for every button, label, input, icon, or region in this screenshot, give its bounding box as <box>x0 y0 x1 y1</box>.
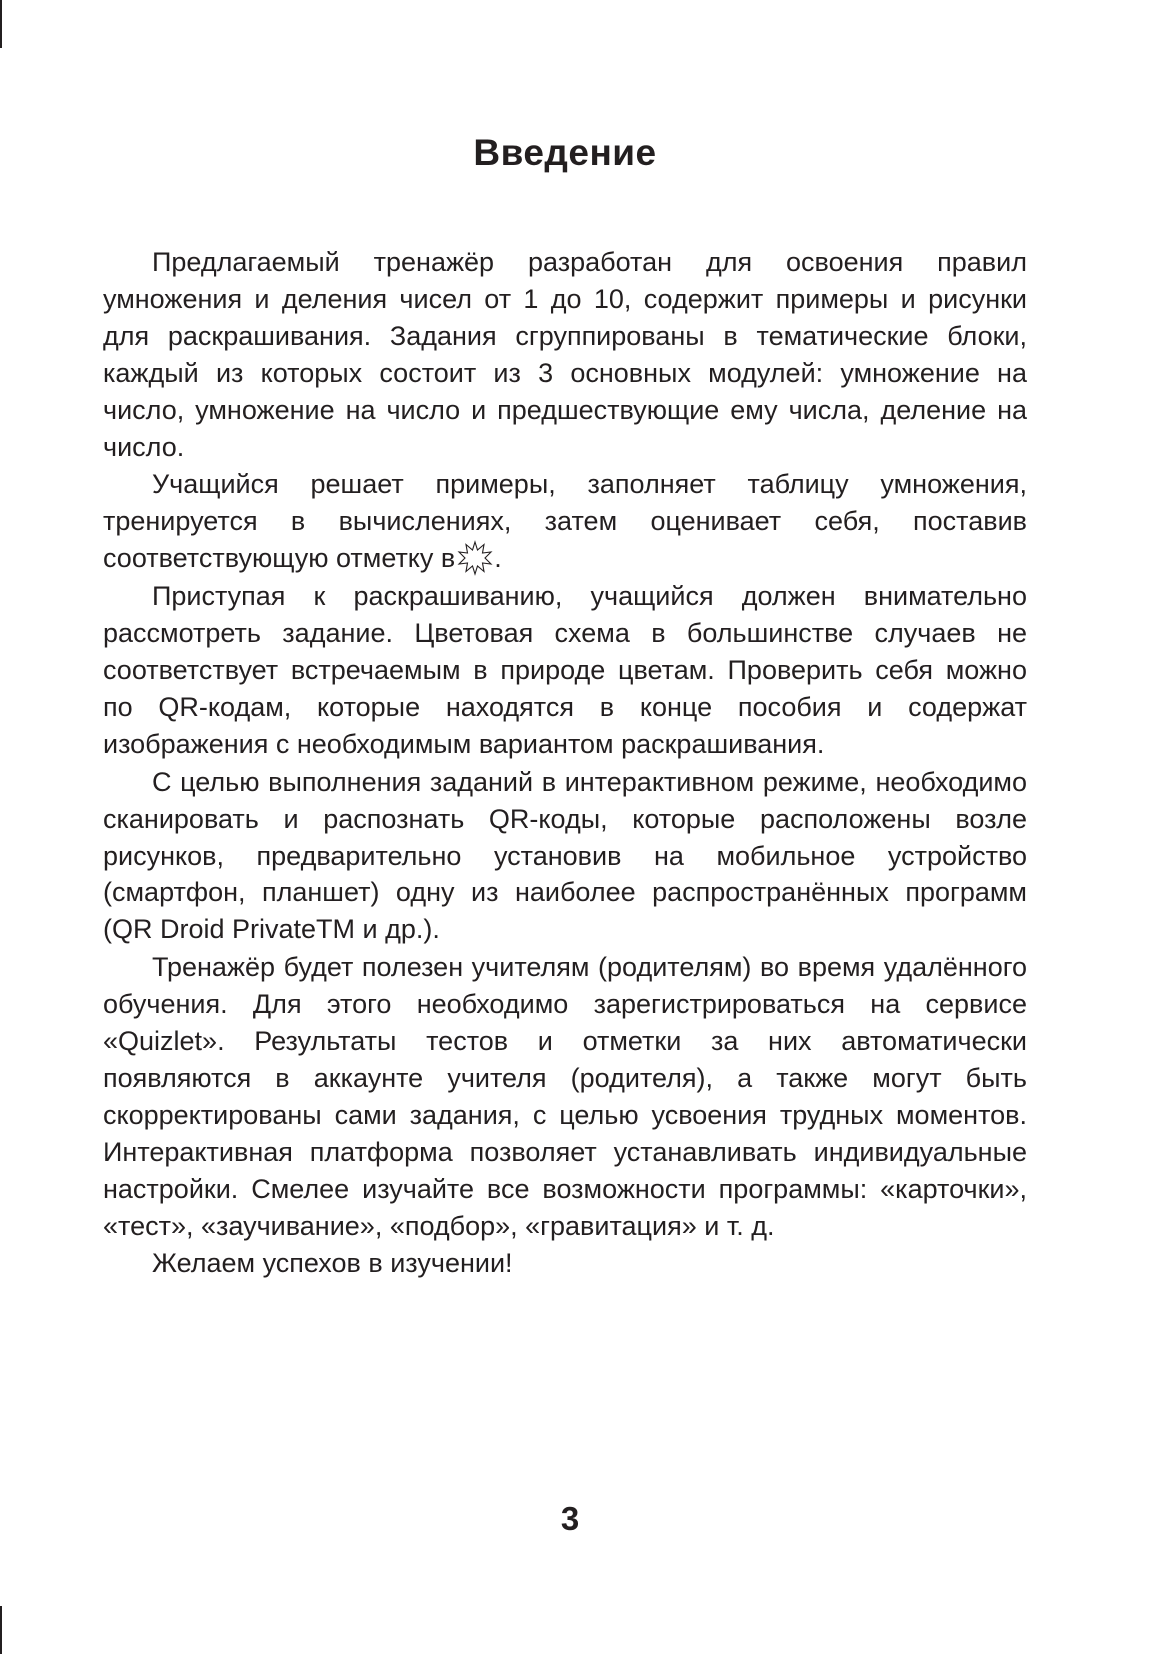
crop-mark-bottom <box>0 1606 2 1654</box>
page-number: 3 <box>560 1500 580 1537</box>
paragraph-qr-codes: С целью выполнения заданий в интерактивном режиме, необходимо сканировать и распознать QR-коды, которые расположены возле рисунков, предварительно установив на мобильное устройство (смартфон, планшет) одну из наиболее распространённых программ (QR Droid PrivateTM и др.). <box>103 766 1027 945</box>
paragraph-coloring: Приступая к раскрашиванию, учащийся должен внимательно рассмотреть задание. Цветовая схема в большинстве случаев не соответствует встречаемым в природе цветам. Проверить себя можно по QR-кодам, которые находятся в конце пособия и содержат изображения с необходимым вариантом раскрашивания. <box>103 581 1027 759</box>
paragraph-text-before-icon: Учащийся решает примеры, заполняет таблицу умножения, тренируется в вычислениях, затем оценивает себя, поставив соответствующую отметку в <box>103 469 1027 574</box>
paragraph-text-after-icon: . <box>494 543 502 574</box>
paragraph-student-work <box>103 466 1027 577</box>
paragraph-quizlet: Тренажёр будет полезен учителям (родителям) во время удалённого обучения. Для этого необходимо зарегистрироваться на сервисе «Quizlet». Результаты тестов и отметки за них автоматически появляются в аккаунте учителя (родителя), а также могут быть скорректированы сами задания, с целью усвоения трудных моментов. Интерактивная платформа позволяет устанавливать индивидуальные настройки. Смелее изучайте все возможности программы: «карточки», «тест», «заучивание», «подбор», «гравитация» и т. д. <box>103 952 1027 1241</box>
paragraph-intro: Предлагаемый тренажёр разработан для освоения правил умножения и деления чисел от 1 до 10, содержит примеры и рисунки для раскрашивания. Задания сгруппированы в тематические блоки, каждый из которых состоит из 3 основных модулей: умножение на число, умножение на число и предшествующие ему числа, деление на число. <box>103 247 1027 462</box>
body-text <box>103 244 1027 1282</box>
paragraph-closing: Желаем успехов в изучении! <box>152 1248 513 1279</box>
star-outline-icon <box>457 540 493 576</box>
page-title: Введение <box>473 132 657 173</box>
crop-mark-top <box>0 0 2 48</box>
